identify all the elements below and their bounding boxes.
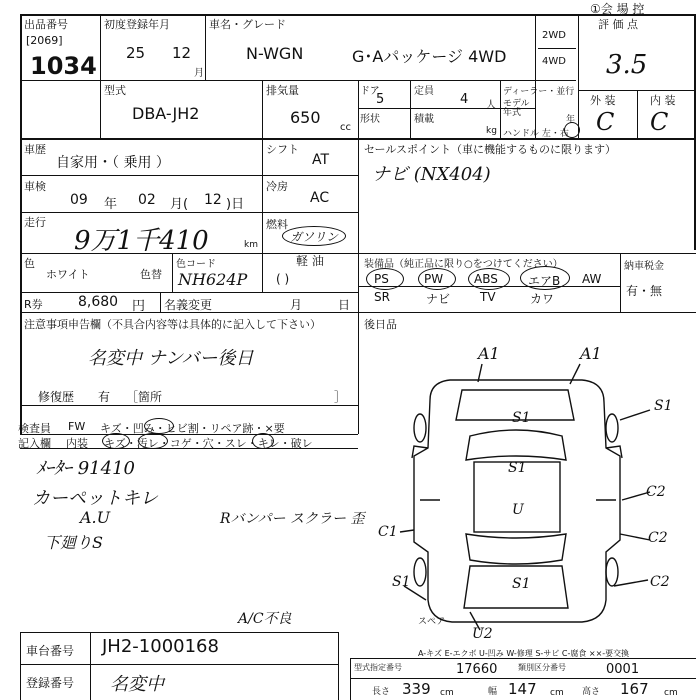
mileage-value: 9万1千410 [74,226,209,256]
interior-row-label: 内装 [66,437,88,450]
cc-unit: cc [340,122,351,133]
drive-2wd: 2WD [542,30,566,41]
wheel-fr [606,414,618,442]
name-change-label: 名義変更 [164,298,213,312]
row-insp [20,175,358,176]
mark-u-roof: U [512,502,524,518]
insp-year-word: 年 [104,197,118,212]
width-value: 147 [508,680,537,698]
insp-day-word: )日 [226,197,245,212]
ac-label: 冷房 [266,180,288,193]
wheel-fl [414,414,426,442]
dealer-label: ディーラー・並行 [503,87,575,97]
handle-label: ハンドル 左・右 [503,129,569,139]
mark-arrow-a1-right [570,364,580,384]
tax-label: 納車税金 [624,261,664,272]
fuel-circle [282,226,346,246]
exterior-grade: C [596,108,615,136]
equip-tv: TV [480,290,496,304]
displacement-value: 650 [290,108,321,127]
venue-label: ①会 場 控 [590,2,645,16]
doors-label: ドア [360,86,380,97]
lot-number: 1034 [30,52,97,80]
sales-point-value: ナビ (NX404) [372,164,491,185]
year-unit: 年 [566,115,576,125]
repair-spot: ［箇所 [126,390,163,404]
equip-airbag: エアB [528,274,561,288]
footer-col [90,632,91,700]
reg-label: 登録番号 [26,676,75,690]
mark-arrow-s1-right [620,410,650,420]
car-rear-window [466,534,566,564]
col-name [205,14,206,80]
cert-value: 17660 [456,662,498,677]
mark-arrow-c2-2 [620,534,650,540]
spare-label: スペア [418,617,446,627]
insp-day: 12 [204,192,222,208]
col-dealer [500,80,501,138]
mark-a1-left: A1 [478,344,500,363]
repair-value: 有 [98,390,111,404]
col-lot [100,14,101,138]
row1-bottom [20,80,576,81]
handle-right-circle [564,122,580,138]
hw-note-bumper: Rバンパー スクラー 歪 [220,511,365,527]
type-value: DBA-JH2 [132,104,200,123]
equip-ps: PS [374,272,389,286]
insp-month-word: 月( [170,197,189,212]
equip-abs-circle [468,268,510,290]
col-tax [620,253,621,312]
repair-close: ］ [334,390,347,404]
footer-top [20,632,338,633]
fw-dent-circle [144,418,174,434]
equip-pw: PW [424,272,444,286]
insp-month: 02 [138,192,156,208]
interior-stain-circle [138,433,168,449]
score-mid [637,90,638,138]
cert-label: 型式指定番号 [354,663,402,672]
row-equip [358,253,696,254]
notes-value: 名変中 ナンバー後日 [88,348,254,369]
car-windshield [466,430,566,460]
notes-label: 注意事項申告欄（不具合内容等は具体的に記入して下さい） [24,318,321,331]
length-label: 長さ [372,687,391,697]
reg-value: 名変中 [110,674,164,695]
model-year-label: モデル年式 [503,99,530,118]
width-label: 幅 [488,687,498,697]
fw-label: FW [68,420,86,433]
equip-abs: ABS [474,272,498,286]
length-value: 339 [402,680,431,698]
mark-s1-trunk: S1 [512,576,531,592]
repair-label: 修復歴 [38,390,75,404]
col-drive [535,14,536,138]
score-label: 評 価 点 [598,18,638,31]
km-unit: km [244,240,258,250]
fuel-paren: ( ) [276,272,290,286]
shift-label: シフト [266,143,299,156]
mileage-label: 走行 [24,216,46,229]
color-value: ホワイト [46,268,90,281]
load-label: 積載 [414,114,434,125]
height-label: 高さ [582,687,601,697]
after-label: 後日品 [364,318,397,331]
hw-note-au: A.U [80,508,111,527]
reg-year: 25 [126,44,146,62]
hw-note-meter: ﾒｰﾀｰ 91410 [36,458,135,479]
interior-items: キズ・汚レ・コゲ・穴・スレ・キレ・破レ [104,437,313,450]
mc-month: 月 [290,298,303,312]
mark-s1-rear-left: S1 [392,574,411,590]
model-name: N-WGN [246,44,304,63]
fuel-label: 燃料 [266,218,288,231]
interior-label: 内 装 [650,94,676,107]
interior-rub-circle [252,433,274,449]
right-mirror [606,446,622,458]
capacity-label: 定員 [414,86,434,97]
month-unit: 月 [194,68,204,79]
hw-note-ac: A/C不良 [238,611,292,627]
drive-divider [538,48,576,49]
equip-pw-circle [418,268,456,290]
person-unit: 人 [486,100,496,111]
grade: G･Aパッケージ 4WD [352,47,507,66]
shift-value: AT [312,152,330,168]
footer-mid [20,664,338,665]
row-recycle [20,292,358,293]
displacement-label: 排気量 [266,84,299,97]
mark-c2-right3: C2 [650,574,670,590]
inspection-label: 車検 [24,180,46,193]
lot-code: [2069] [26,34,63,47]
row-notes-bottom [20,405,358,406]
equip-navi: ナビ [426,292,451,306]
color-change-label: 色替 [140,268,162,281]
outer-frame-left [20,14,22,434]
left-mirror [412,446,428,458]
equip-airbag-circle [520,266,570,290]
wheel-rr [606,558,618,586]
wheel-rl [414,558,426,586]
category-label: 類別区分番号 [518,663,566,672]
use-label: 車歴 [24,143,46,156]
use-value: 自家用・（ 乗用 ） [56,155,170,171]
reg-month: 12 [172,44,192,62]
col-left-block [262,138,263,292]
insp-year: 09 [70,192,88,208]
equip-aw: AW [582,272,602,286]
mc-day: 日 [338,298,351,312]
height-unit: cm [664,688,678,698]
mark-s1-roof: S1 [508,460,527,476]
fuel-alt: 軽 油 [296,254,324,268]
equip-sr: SR [374,290,390,304]
entry-label: 記入欄 [18,437,51,450]
cert-top [350,658,696,659]
interior-grade: C [650,108,669,136]
equipment-label: 装備品（純正品に限り○をつけてください） [364,259,563,270]
mark-c2-right2: C2 [648,530,668,546]
row-mileage [20,212,358,213]
first-reg-label: 初度登録年月 [104,18,170,31]
width-unit: cm [550,688,564,698]
hw-note-carpet: カーペットキレ [32,488,158,509]
equip-leather: カワ [530,292,555,306]
mark-u2-bottom: U2 [472,626,493,642]
name-label: 車名・グレード [209,18,286,31]
mark-arrow-c2-3 [614,580,648,586]
color-code-value: NH624P [178,270,248,289]
shape-label: 形状 [360,114,380,125]
interior-scratch-circle [102,433,130,449]
fuel-value: ガソリン [290,230,339,244]
color-label: 色 [24,257,35,270]
length-unit: cm [440,688,454,698]
cert-left [350,658,351,700]
mark-c2-right1: C2 [646,484,666,500]
equip-ps-circle [366,268,404,290]
col-disp [262,80,263,138]
mark-c1-left: C1 [378,524,398,540]
mark-arrow-c1 [400,530,414,532]
lot-label: 出品番号 [24,18,68,31]
col-capacity [410,80,411,138]
category-value: 0001 [606,662,640,677]
col-doors [358,80,359,138]
chassis-value: JH2-1000168 [102,636,219,657]
doors-value: 5 [376,92,385,107]
col-color-change [172,253,173,293]
recycle-value: 8,680 [78,294,119,310]
type-label: 型式 [104,84,126,97]
capacity-value: 4 [460,92,469,107]
drive-4wd: 4WD [542,56,566,67]
damage-legend: A-キズ E-エクボ U-凹み W-修理 S-サビ C-腐食 ××-要交換 [418,649,630,658]
score-value: 3.5 [606,50,648,80]
exterior-label: 外 装 [590,94,616,107]
mark-s1-right-top: S1 [654,398,673,414]
chassis-label: 車台番号 [26,644,75,658]
hw-note-underbody: 下廻りS [44,533,103,552]
yen-unit: 円 [132,299,146,314]
recycle-label: R券 [24,298,43,311]
footer-right [338,632,339,700]
color-code-label: 色コード [176,259,216,270]
cert-mid [350,678,696,679]
fw-items: キズ・凹み・ヒビ割・リペア跡・×要 [100,422,285,435]
inspector-label: 検査員 [18,422,51,435]
mark-s1-front: S1 [512,410,531,426]
mark-a1-right: A1 [580,344,602,363]
col-score [578,14,579,138]
row-notes [20,312,696,313]
sales-point-label: セールスポイント（車に機能するものに限ります） [364,143,617,156]
col-name-change [160,292,161,312]
ac-value: AC [310,190,330,206]
tax-value: 有・無 [626,284,663,298]
mark-arrow-a1-left [478,364,482,382]
footer-left [20,632,21,700]
kg-unit: kg [486,126,497,136]
frame-right [694,14,696,250]
height-value: 167 [620,680,649,698]
